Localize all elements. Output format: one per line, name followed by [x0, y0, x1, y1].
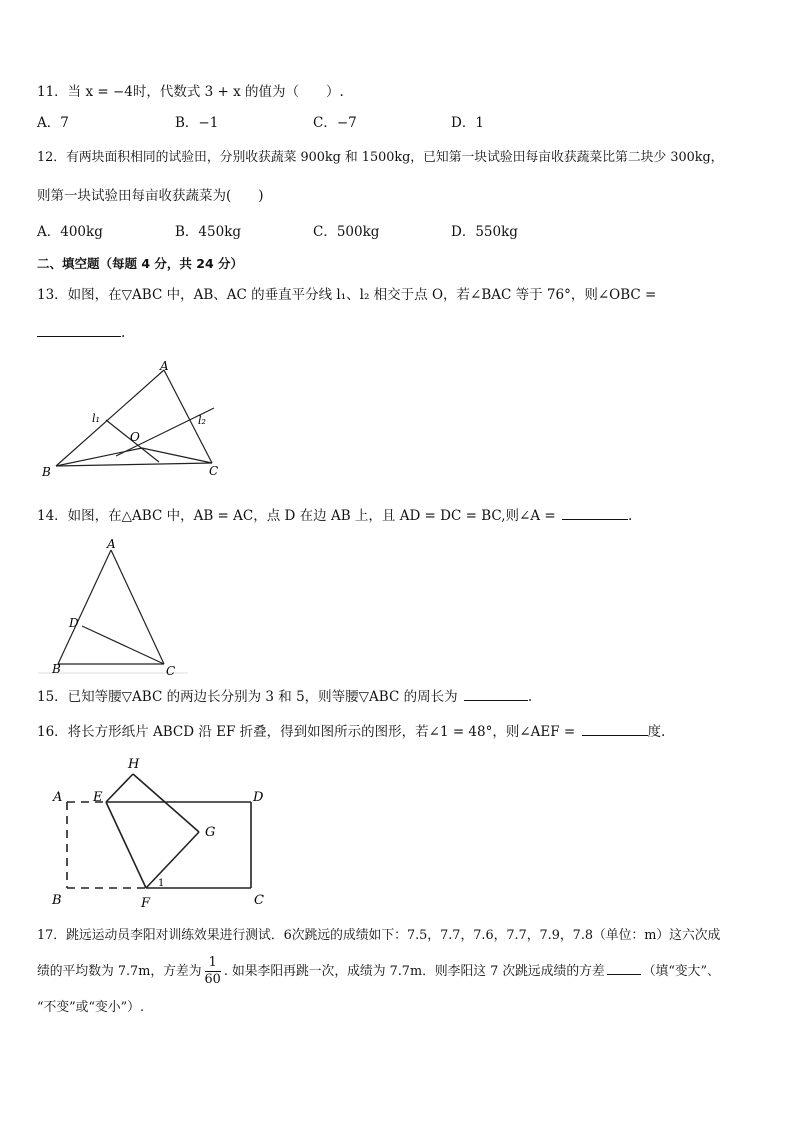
q13-end: .: [121, 325, 126, 341]
q16-end: 度.: [647, 724, 666, 740]
q17-frac-numerator: 1: [205, 955, 221, 972]
q16-label-b: B: [52, 893, 62, 908]
q13-figure: [36, 356, 236, 480]
q17-text-b: . 如果李阳再跳一次，成绩为 7.7m．则李阳这 7 次跳远成绩的方差: [223, 964, 605, 979]
q17-stem-line3: “不变”或“变小”）.: [37, 1000, 145, 1015]
q14-label-a: A: [107, 537, 116, 551]
q15-end: .: [527, 689, 533, 705]
q17-stem-line2: [37, 955, 720, 988]
q17-text-c: （填“变大”、: [642, 964, 720, 979]
q16-stem-line: [37, 721, 665, 742]
q16-label-c: C: [254, 893, 264, 908]
q16-stem: 16．将长方形纸片 ABCD 沿 EF 折叠，得到如图所示的图形，若∠1 = 48°，则∠AEF =: [37, 724, 576, 740]
q16-label-h: H: [128, 757, 140, 772]
q14-stem-line: [37, 505, 632, 526]
q16-label-d: D: [253, 790, 264, 805]
q12-option-a: A．400kg: [37, 224, 103, 240]
q13-label-l1: l₁: [92, 412, 100, 425]
q13-answer-blank[interactable]: [37, 322, 121, 337]
q15-stem: 15．已知等腰▽ABC 的两边长分别为 3 和 5，则等腰▽ABC 的周长为: [37, 689, 458, 705]
q12-option-c: C．500kg: [313, 224, 380, 240]
q12-option-b: B．450kg: [175, 224, 242, 240]
q11-option-a: A．7: [37, 115, 69, 131]
q13-label-a: A: [160, 359, 169, 373]
q14-label-b: B: [52, 662, 61, 676]
q12-stem-line1: 12．有两块面积相同的试验田，分别收获蔬菜 900kg 和 1500kg，已知第一块试验田每亩收获蔬菜比第二块少 300kg，: [37, 150, 724, 165]
q16-label-g: G: [205, 825, 216, 840]
q14-label-d: D: [69, 616, 79, 630]
q17-variance-fraction: [205, 955, 221, 988]
q16-label-a: A: [53, 790, 63, 805]
q16-label-angle1: 1: [158, 878, 165, 889]
q16-label-f: F: [141, 896, 151, 911]
q14-answer-blank[interactable]: [562, 505, 628, 520]
q13-label-l2: l₂: [198, 414, 206, 427]
q17-stem-line1: 17．跳远运动员李阳对训练效果进行测试．6次跳远的成绩如下：7.5，7.7，7.6，7.7，7.9，7.8（单位：m）这六次成: [37, 928, 721, 943]
q11-stem: 11．当 x = −4时，代数式 3 + x 的值为（ ）.: [37, 84, 344, 100]
q13-label-b: B: [42, 465, 51, 479]
q16-figure: [40, 750, 280, 912]
q13-label-c: C: [209, 464, 219, 478]
q16-answer-blank[interactable]: [582, 721, 648, 736]
q11-option-c: C．−7: [313, 115, 357, 131]
q15-stem-line: [37, 686, 532, 707]
q17-answer-blank[interactable]: [607, 960, 641, 975]
q13-answer-line: [37, 322, 125, 343]
q14-figure: [38, 536, 188, 680]
q14-end: .: [627, 508, 633, 524]
q11-option-d: D．1: [451, 115, 484, 131]
q14-label-c: C: [166, 664, 176, 678]
q14-stem: 14．如图，在△ABC 中，AB = AC，点 D 在边 AB 上，且 AD = DC = BC,则∠A =: [37, 508, 556, 524]
section-heading: 二、填空题（每题 4 分，共 24 分）: [37, 256, 244, 271]
q17-frac-denominator: 60: [204, 972, 221, 987]
q12-option-d: D．550kg: [451, 224, 518, 240]
q15-answer-blank[interactable]: [464, 686, 528, 701]
q13-label-o: O: [130, 430, 140, 444]
q16-label-e: E: [93, 790, 103, 805]
q13-stem: 13．如图，在▽ABC 中，AB、AC 的垂直平分线 l₁、l₂ 相交于点 O，若∠BAC 等于 76°，则∠OBC =: [37, 287, 657, 303]
q12-stem-line2: 则第一块试验田每亩收获蔬菜为( ): [37, 188, 264, 204]
q17-text-a: 绩的平均数为 7.7m，方差为: [37, 964, 202, 979]
q11-option-b: B．−1: [175, 115, 219, 131]
